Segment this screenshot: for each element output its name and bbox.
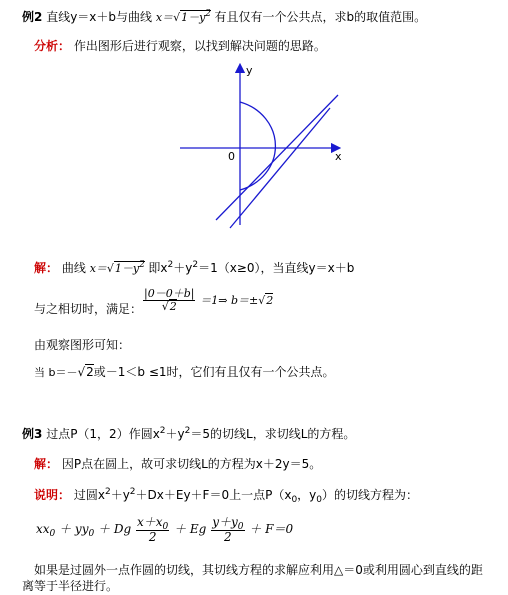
example2-label: 例2 [22, 10, 43, 24]
result-radicand: 2 [266, 294, 274, 307]
distance-fraction [143, 288, 195, 313]
solution2-text-3: ＋y [173, 261, 193, 275]
analysis-text: 作出图形后进行观察，以找到解决问题的思路。 [73, 39, 326, 53]
sqrt-symbol: √ [77, 365, 86, 379]
eq-fraction-x [136, 516, 169, 543]
eq-term-d: ＋ Eg [174, 522, 207, 536]
solution2-text-4: ＝1（x≥0），当直线y＝x＋b [198, 261, 355, 275]
fraction-numerator: |0－0＋b| [144, 287, 195, 300]
curve-x: x＝ [155, 11, 174, 24]
eq-term-e: ＋ F＝0 [249, 522, 294, 536]
fraction-denominator: 2 [224, 530, 232, 544]
example3-text-1: 过点P（1，2）作圆x [46, 427, 160, 441]
note-text-1: 过圆x [73, 488, 105, 502]
observation-text: 由观察图形可知： [34, 338, 131, 352]
subscript: 0 [291, 495, 298, 505]
sqrt-symbol: √ [161, 300, 169, 313]
solution2-curve-formula [90, 261, 149, 275]
note-text-4: ，y [297, 488, 317, 502]
example2-text-1: 直线y＝x＋b与曲线 [46, 10, 153, 24]
analysis-label: 分析： [34, 39, 71, 53]
origin-label: 0 [228, 150, 235, 163]
fraction-numerator [136, 516, 169, 531]
note-text-2: ＋y [110, 488, 130, 502]
exponent: 2 [129, 487, 136, 497]
curve-x: x＝ [89, 262, 107, 275]
example2-curve-formula [156, 10, 215, 24]
eq-term-c: ＋ Dg [98, 522, 132, 536]
fraction-denominator: 2 [148, 530, 157, 544]
exponent: 2 [104, 487, 111, 497]
solution3-label: 解： [34, 457, 59, 471]
solution2-text-1: 曲线 [61, 261, 86, 275]
example3-text-2: ＋y [165, 427, 185, 441]
curve-radicand-text: 1－y [181, 11, 206, 24]
example3-line [22, 425, 355, 442]
curve-exponent: 2 [205, 9, 212, 19]
tangent-result-text: ＝1⇒ b＝± [200, 294, 259, 307]
tangent-condition-text: 与之相切时，满足： [34, 302, 143, 316]
exponent: 2 [167, 260, 174, 270]
subscript: 0 [162, 522, 169, 532]
example3-label: 例3 [22, 427, 43, 441]
example2-line [22, 8, 426, 25]
fraction-denominator [143, 301, 195, 313]
analysis-line [34, 37, 326, 54]
exponent: 2 [192, 260, 199, 270]
exponent: 2 [159, 426, 166, 436]
solution3-line [34, 455, 321, 472]
tangent-line [230, 108, 330, 228]
numerator-text: y＋y [212, 515, 238, 529]
subscript: 0 [237, 522, 244, 532]
denominator-radicand: 2 [169, 300, 177, 313]
note-line [34, 486, 418, 503]
curve-radicand [180, 10, 211, 24]
solution2-line [34, 259, 354, 276]
curve-radicand [114, 261, 145, 275]
tangent-condition [34, 300, 142, 317]
tangent-result [200, 293, 273, 307]
final-note-text-1: 如果是过圆外一点作圆的切线，其切线方程的求解应利用△＝0或利用圆心到直线的距 [34, 563, 483, 577]
tangent-equation [36, 516, 293, 543]
final-note-text-2: 离等于半径进行。 [22, 579, 119, 593]
final-note-line-1 [34, 561, 483, 578]
exponent: 2 [184, 426, 191, 436]
final-note-line-2 [22, 577, 118, 594]
condition-text-2: 或－1＜b ≤1时，它们有且仅有一个公共点。 [93, 365, 335, 379]
graph-figure [178, 60, 348, 230]
eq-term-b: ＋ yy [59, 522, 89, 536]
sqrt-symbol: √ [258, 294, 266, 307]
curve-radicand-text: 1－y [114, 262, 140, 275]
solution2-text-2: 即x [148, 261, 168, 275]
subscript: 0 [49, 529, 56, 539]
solution2-label: 解： [34, 261, 59, 275]
condition-radicand: 2 [86, 365, 94, 379]
fraction-numerator [211, 516, 244, 531]
solution3-text: 因P点在圆上，故可求切线L的方程为x＋2y＝5。 [61, 457, 322, 471]
note-label: 说明： [34, 488, 71, 502]
note-text-5: ）的切线方程为： [322, 488, 419, 502]
eq-term-a: xx [36, 522, 50, 536]
curve-exponent: 2 [139, 260, 145, 270]
subscript: 0 [88, 529, 95, 539]
observation-line [34, 336, 130, 353]
note-text-3: ＋Dx＋Ey＋F＝0上一点P（x [135, 488, 292, 502]
y-axis-label: y [246, 64, 253, 77]
subscript: 0 [316, 495, 323, 505]
example2-text-2: 有且仅有一个公共点，求b的取值范围。 [214, 10, 427, 24]
condition-text-1: 当 b＝－ [34, 366, 78, 379]
example3-text-3: ＝5的切线L，求切线L的方程。 [190, 427, 356, 441]
numerator-text: x＋x [137, 515, 163, 529]
x-axis-label: x [335, 150, 342, 163]
eq-fraction-y [211, 516, 244, 543]
tangent-formula [142, 288, 273, 313]
sqrt-symbol: √ [106, 262, 114, 275]
sqrt-symbol: √ [173, 11, 181, 24]
condition-line [34, 363, 335, 380]
